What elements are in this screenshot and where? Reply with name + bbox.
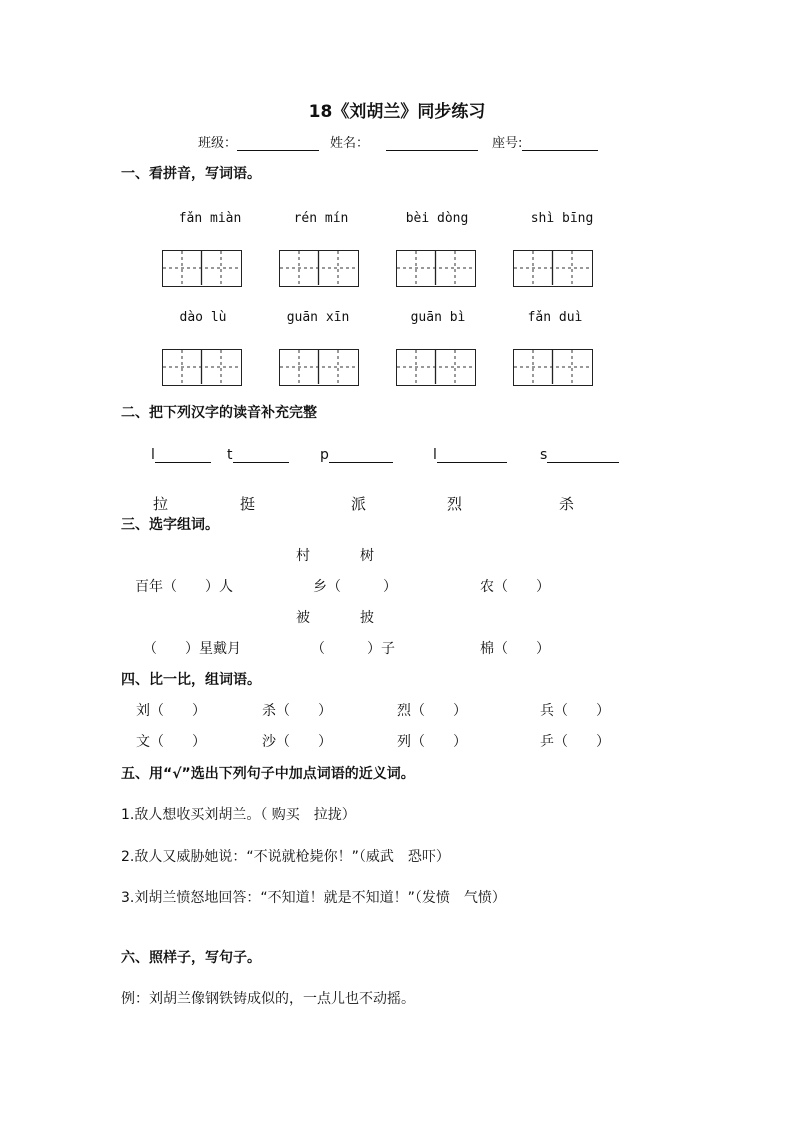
compare-item[interactable]: 列（ ） — [397, 734, 467, 750]
choice-char: 村 — [296, 548, 310, 564]
initial-4: l — [433, 447, 437, 463]
answer-line[interactable] — [547, 447, 619, 463]
reading-blank-4[interactable] — [433, 447, 507, 463]
writing-grid[interactable] — [279, 349, 359, 386]
compare-item[interactable]: 文（ ） — [136, 734, 206, 750]
seat-blank[interactable] — [522, 136, 598, 151]
reading-char-5: 杀 — [559, 495, 575, 513]
initial-2: t — [227, 447, 233, 463]
answer-line[interactable] — [437, 447, 507, 463]
reading-blank-5[interactable] — [540, 447, 619, 463]
pinyin-1: fǎn miàn — [178, 211, 242, 226]
choose-item[interactable]: 百年（ ）人 — [135, 579, 233, 595]
pinyin-3: bèi dòng — [405, 211, 469, 226]
writing-grid[interactable] — [396, 349, 476, 386]
choice-char: 树 — [360, 548, 374, 564]
name-label: 姓名： — [330, 136, 370, 151]
seat-field — [492, 132, 598, 151]
initial-3: p — [320, 447, 329, 463]
initial-5: s — [540, 447, 548, 463]
pinyin-2: rén mín — [293, 211, 349, 226]
choose-item[interactable]: 乡（ ） — [313, 579, 397, 595]
reading-char-4: 烈 — [447, 495, 463, 513]
section-1-heading: 一、看拼音，写词语。 — [121, 166, 261, 182]
section-3-heading: 三、选字组词。 — [121, 517, 219, 533]
pinyin-8: fǎn duì — [527, 310, 583, 325]
compare-item[interactable]: 兵（ ） — [540, 703, 610, 719]
writing-grid[interactable] — [162, 250, 242, 287]
writing-grid[interactable] — [396, 250, 476, 287]
compare-item[interactable]: 杀（ ） — [262, 703, 332, 719]
initial-1: l — [151, 447, 155, 463]
compare-item[interactable]: 乒（ ） — [540, 734, 610, 750]
answer-line[interactable] — [329, 447, 393, 463]
compare-item[interactable]: 沙（ ） — [262, 734, 332, 750]
synonym-question-1[interactable]: 1.敌人想收买刘胡兰。（ 购买 拉拢） — [121, 807, 356, 823]
writing-grid[interactable] — [513, 250, 593, 287]
reading-blank-3[interactable] — [320, 447, 393, 463]
class-blank[interactable] — [237, 136, 319, 151]
compare-item[interactable]: 刘（ ） — [136, 703, 206, 719]
choose-item[interactable]: （ ）子 — [311, 641, 395, 657]
pinyin-5: dào lù — [179, 310, 227, 325]
answer-line[interactable] — [233, 447, 289, 463]
reading-char-1: 拉 — [153, 495, 169, 513]
page-title: 18《刘胡兰》同步练习 — [308, 102, 486, 122]
choose-item[interactable]: （ ）星戴月 — [143, 641, 241, 657]
class-label: 班级： — [198, 136, 238, 151]
pinyin-6: guān xīn — [286, 310, 350, 325]
section-5-heading: 五、用“√”选出下列句子中加点词语的近义词。 — [121, 766, 415, 782]
name-field — [330, 132, 478, 151]
writing-grid[interactable] — [513, 349, 593, 386]
example-sentence: 例：刘胡兰像钢铁铸成似的，一点儿也不动摇。 — [121, 991, 415, 1007]
pinyin-4: shì bīng — [530, 211, 594, 226]
reading-blank-2[interactable] — [227, 447, 289, 463]
compare-item[interactable]: 烈（ ） — [397, 703, 467, 719]
name-blank[interactable] — [386, 136, 478, 151]
choose-item[interactable]: 农（ ） — [480, 579, 550, 595]
reading-blank-1[interactable] — [151, 447, 211, 463]
section-6-heading: 六、照样子，写句子。 — [121, 950, 261, 966]
choice-char: 被 — [296, 610, 310, 626]
choice-char: 披 — [360, 610, 374, 626]
synonym-question-2[interactable]: 2.敌人又威胁她说：“不说就枪毙你！”（威武 恐吓） — [121, 849, 450, 865]
answer-line[interactable] — [155, 447, 211, 463]
pinyin-7: guān bì — [410, 310, 466, 325]
section-2-heading: 二、把下列汉字的读音补充完整 — [121, 405, 317, 421]
synonym-question-3[interactable]: 3.刘胡兰愤怒地回答：“不知道！就是不知道！”（发愤 气愤） — [121, 890, 506, 906]
seat-label: 座号: — [492, 136, 523, 151]
writing-grid[interactable] — [279, 250, 359, 287]
section-4-heading: 四、比一比，组词语。 — [121, 672, 261, 688]
choose-item[interactable]: 棉（ ） — [480, 641, 550, 657]
reading-char-2: 挺 — [240, 495, 256, 513]
reading-char-3: 派 — [351, 495, 367, 513]
writing-grid[interactable] — [162, 349, 242, 386]
class-field — [198, 132, 319, 151]
